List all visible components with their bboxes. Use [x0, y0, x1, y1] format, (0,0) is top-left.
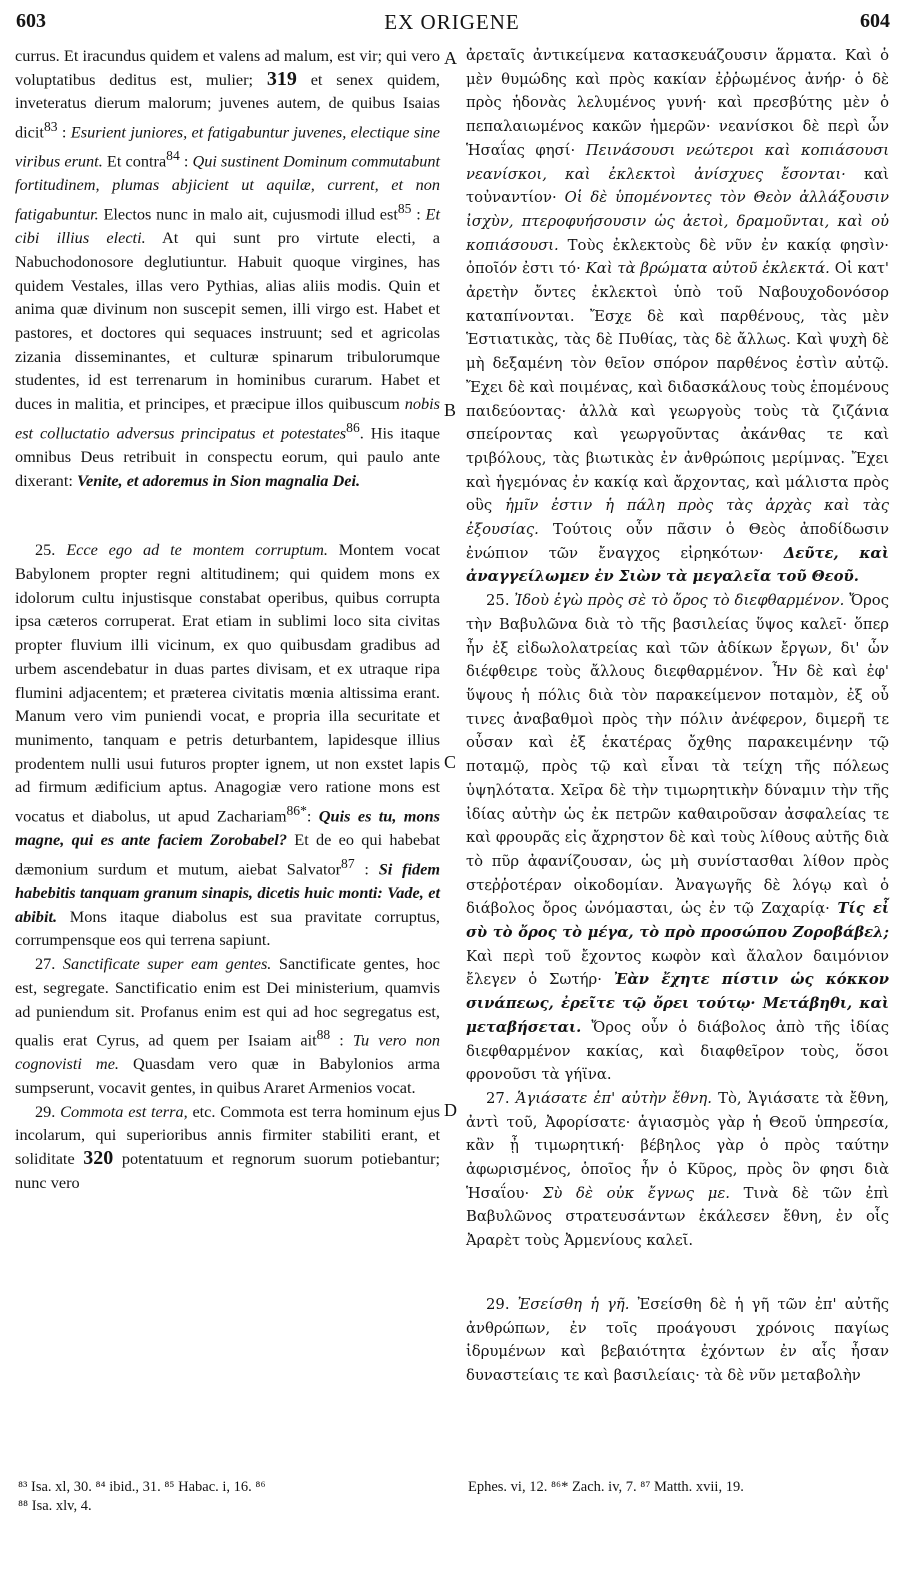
column-number-320: 320 [83, 1147, 114, 1170]
left-page-number: 603 [16, 10, 46, 32]
latin-paragraph-27: 27. Sanctificate super eam gentes. Sanctificate gentes, hoc est, segregate. Sanctificatio enim est Dei ministerium, quamvis ad puniendum sit. Profanus enim est qui ad hoc segregatus est, qualis erat Cyrus, ad quem per Isaiam ait$^{88}$ : Tu vero non cognovisti me. Quasdam vero quæ in Babylonios arma sumpserunt, vocavit gentes, in quibus Araret Armenios vocat. [15, 954, 441, 1098]
latin-column [15, 44, 440, 1195]
latin-paragraph-29: 29. Commota est terra, etc. Commota est terra hominum ejus incolarum, qui superioribus annis firmiter stabiliti erant, et soliditate 320 potentatuum et regnorum suorum potiebantur; nunc vero [15, 1101, 441, 1192]
footnote-line: ⁸⁸ Isa. xlv, 4. [18, 1498, 92, 1514]
page-header [0, 10, 904, 38]
greek-paragraph-1: ἀρεταῖς ἀντικείμενα κατασκευάζουσιν ἅρματα. Καὶ ὁ μὲν θυμώδης καὶ πρὸς κακίαν ἐῤῥωμένος ἀνήρ· ὁ δὲ πρὸς ἡδονὰς λελυμένος γυνή· καὶ πρεσβύτης μὲν ὁ πεπαλαιωμένος κακῶν ἡμερῶν· νεανίσκοι δὲ περὶ ὧν Ἡσαΐας φησί· Πεινάσουσι νεώτεροι καὶ κοπιάσουσι νεανίσκοι, καὶ ἐκλεκτοὶ ἀνίσχυες ἔσονται· καὶ τοὐναντίον· Οἱ δὲ ὑπομένοντες τὸν Θεὸν ἀλλάξουσιν ἰσχὺν, πτεροφυήσουσιν ὡς ἀετοὶ, δραμοῦνται, καὶ οὐ κοπιάσουσι. Τοὺς ἐκλεκτοὺς δὲ νῦν ἐν κακίᾳ φησὶν· ὁποῖόν ἐστι τό· Καὶ τὰ βρώματα αὐτοῦ ἐκλεκτά. Οἱ κατ' ἀρετὴν ὄντες ἐκλεκτοὶ ὑπὸ τοῦ Ναβουχοδονόσορ καταπίνονται. Ἔσχε δὲ καὶ παρθένους, τὰς μὲν Ἑστιατικὰς, τὰς δὲ Πυθίας, τὰς δὲ ἄλλως. Καὶ ψυχὴ δὲ μὴ δεξαμένη τὸν θεῖον σπόρον παρθένος ἐστὶν αὐτῷ. Ἔχει δὲ καὶ ποιμένας, καὶ διδασκάλους τοὺς ἑπομένους παιδεύοντας· ἀλλὰ καὶ γεωργοὺς τοὺς τὰ ζιζάνια σπείροντας καὶ γεωργοῦντας ἀκάνθας τε καὶ τριβόλους, τὰς βιωτικὰς ἐν ἀνθρώποις μερίμνας. Ἔχει καὶ ἡγεμόνας ἐν κακίᾳ καὶ ἄρχοντας, καὶ μάλιστα πρὸς οὓς ἡμῖν ἐστιν ἡ πάλη πρὸς τὰς ἀρχὰς καὶ τὰς ἐξουσίας. Τούτοις οὖν πᾶσιν ὁ Θεὸς ἀποδίδωσιν ἐνώπιον τῶν ἔναγχος εἰρηκότων· Δεῦτε, καὶ ἀναγγείλωμεν ἐν Σιὼν τὰ μεγαλεῖα τοῦ Θεοῦ. [466, 47, 889, 586]
greek-paragraph-27: 27. Ἁγιάσατε ἐπ' αὐτὴν ἔθνη. Τὸ, Ἁγιάσατε τὰ ἔθνη, ἀντὶ τοῦ, Ἀφορίσατε· ἁγιασμὸς γὰρ ἡ Θεοῦ ὑπηρεσία, κἂν ᾖ τιμωρητική· βέβηλος γὰρ ὁ πρὸς ταύτην ἀφωρισμένος, ὁποῖος ἦν ὁ Κῦρος, πρὸς ὃν φησι διὰ Ἡσαΐου· Σὺ δὲ οὐκ ἔγνως με. Τινὰ δὲ τῶν ἐπὶ Βαβυλῶνος στρατευσάντων ἐκάλεσεν ἔθνη, ἐν οἷς Ἀραρὲτ τοὺς Ἀρμενίους καλεῖ. [466, 1089, 889, 1250]
greek-paragraph-25: 25. Ἰδοὺ ἐγὼ πρὸς σὲ τὸ ὄρος τὸ διεφθαρμένον. Ὄρος τὴν Βαβυλῶνα διὰ τὸ τῆς βασιλείας ὕψος καλεῖ· ὅπερ ἦν ἐξ εἰδωλολατρείας καὶ τῶν ἀδίκων ἔργων, δι' ὧν διέφθειρε τοὺς ἄλλους διεφθαρμένον. Ἦν δὲ καὶ ἐφ' ὕψους ἡ πόλις διὰ τὸν παρακείμενον ποταμὸν, ἐξ οὗ τινες ἀναβαθμοὶ πρὸς τὴν πόλιν ἀνέφερον, διμερῆ τε οὖσαν καὶ ἐξ ἑκατέρας ὄχθης παρακειμένην τῷ ποταμῷ, πρὸς τῷ καὶ εἶναι τὰ τείχη τῆς πόλεως ὑψηλότατα. Χεῖρα δὲ τὴν τιμωρητικὴν δύναμιν τὴν τῆς ἰδίας αὐτὴν ὡς ἐκ πετρῶν καθαιροῦσαν ἀσφαλείας τε καὶ φρουρᾶς εἰς ἄχρηστον δὲ καὶ τοὺς λίθους αὐτῆς διὰ τὸ πῦρ ἀφανίζουσαν, ὡς μὴ συνίστασθαι λίθον πρὸς στεῤῥοτέραν οἰκοδομίαν. Ἀναγωγῆς δὲ λόγῳ καὶ ὁ διάβολος ὄρος ὠνόμασται, ὡς ἐν τῷ Ζαχαρίᾳ· Τίς εἶ σὺ τὸ ὄρος τὸ μέγα, τὸ πρὸ προσώπου Ζοροβάβελ; Καὶ περὶ τοῦ ἔχοντος κωφὸν καὶ ἄλαλον δαιμόνιον ἔλεγεν ὁ Σωτήρ· Ἐὰν ἔχητε πίστιν ὡς κόκκον σινάπεως, ἐρεῖτε τῷ ὄρει τούτῳ· Μετάβηθι, καὶ μεταβήσεται. Ὄρος οὖν ὁ διάβολος ἀπὸ τῆς ἰδίας διεφθαρμένον κακίας, καὶ διαφθεῖρον τοὺς, ὅσοι φρονοῦσι τὰ γήϊνα. [466, 592, 889, 1084]
column-number-319: 319 [266, 67, 297, 90]
right-page-number: 604 [860, 10, 890, 32]
greek-column [466, 44, 889, 1388]
footnote-line: ⁸³ Isa. xl, 30. ⁸⁴ ibid., 31. ⁸⁵ Habac. i, 16. ⁸⁶ [18, 1479, 266, 1495]
margin-letter-c: C [444, 752, 457, 772]
margin-letter-b: B [444, 400, 457, 420]
footnote-line: Ephes. vi, 12. ⁸⁶* Zach. iv, 7. ⁸⁷ Matth. xvii, 19. [468, 1479, 744, 1495]
latin-paragraph-25: 25. Ecce ego ad te montem corruptum. Montem vocat Babylonem propter regni altitudinem; qui quidem mons ex idolorum cultu injustisque constabat operibus, quibus corrupta ipsa cæteros corruperat. Erat etiam in sublimi loco sita civitas propter fluvium illi vicinum, ex quo quibusdam gradibus ad urbem ascendebatur in duas partes divisam, et ex utraque ripa flumini adjacentem; et præterea civitatis mœnia altissima erant. Manum vero vim puniendi vocat, e propria illa securitate et munimento, tanquam e petris deturbantem, lapidesque illius prodentem nulli usui futuros propter ignem, ut non exstet lapis ad firmum ædificium aptus. Anagogiæ vero ratione mons est vocatus et diabolus, ut apud Zachariam$^{86*}$: Quis es tu, mons magne, qui es ante faciem Zorobabel? Et de eo qui habebat dæmonium surdum et mutum, aiebat Salvator$^{87}$ : Si fidem habebitis tanquam granum sinapis, dicetis huic monti: Vade, et abibit. Mons itaque diabolus est sua pravitate corruptus, corrumpensque eos qui terrena sapiunt. [15, 540, 441, 950]
footnotes-left [18, 1478, 448, 1516]
latin-paragraph-1: currus. Et iracundus quidem et valens ad malum, est vir; qui vero voluptatibus deditus est, mulier; 319 et senex quidem, inveteratus dierum malorum; juvenes autem, de quibus Isaias dicit$^{83}$ : Esurient juniores, et fatigabuntur juvenes, electique sine viribus erunt. Et contra$^{84}$ : Qui sustinent Dominum commutabunt fortitudinem, plumas abjicient ut aquilæ, current, et non fatigabuntur. Electos nunc in malo ait, cujusmodi illud est$^{85}$ : Et cibi illius electi. At qui sunt pro virtute electi, a Nabuchodonosore deglutiuntur. Habuit quoque virgines, has quidem Vestales, illas vero Pythias, alias aliis modis. Quin et anima quæ divinum non suscepit semen, illi virgo est. Habet et pastores, et doctores qui sequaces instruunt; sed et agricolas zizania disseminantes, et culturæ spinarum tribulorumque studentes, id est terrenarum in hominibus curarum. Habet et duces in malitia, et principes, et præcipue illos quibuscum nobis est colluctatio adversus principatus et potestates$^{86}$. His itaque omnibus Deus retribuit in conspectu eorum, qui paulo ante dixerant: Venite, et adoremus in Sion magnalia Dei. [15, 46, 441, 490]
running-title: EX ORIGENE [384, 10, 520, 34]
margin-letter-d: D [444, 1100, 457, 1120]
footnotes-right [468, 1478, 898, 1497]
greek-paragraph-29: 29. Ἐσείσθη ἡ γῆ. Ἐσείσθη δὲ ἡ γῆ τῶν ἐπ' αὐτῆς ἀνθρώπων, ἐν τοῖς προάγουσι χρόνοις παγίως ἱδρυμένων καὶ βεβαιότητα ἐχόντων ἐν αἷς ἦσαν δυναστείαις τε καὶ βασιλείαις· τὰ δὲ νῦν μεταβολὴν [466, 1295, 889, 1384]
margin-letter-a: A [444, 48, 457, 68]
